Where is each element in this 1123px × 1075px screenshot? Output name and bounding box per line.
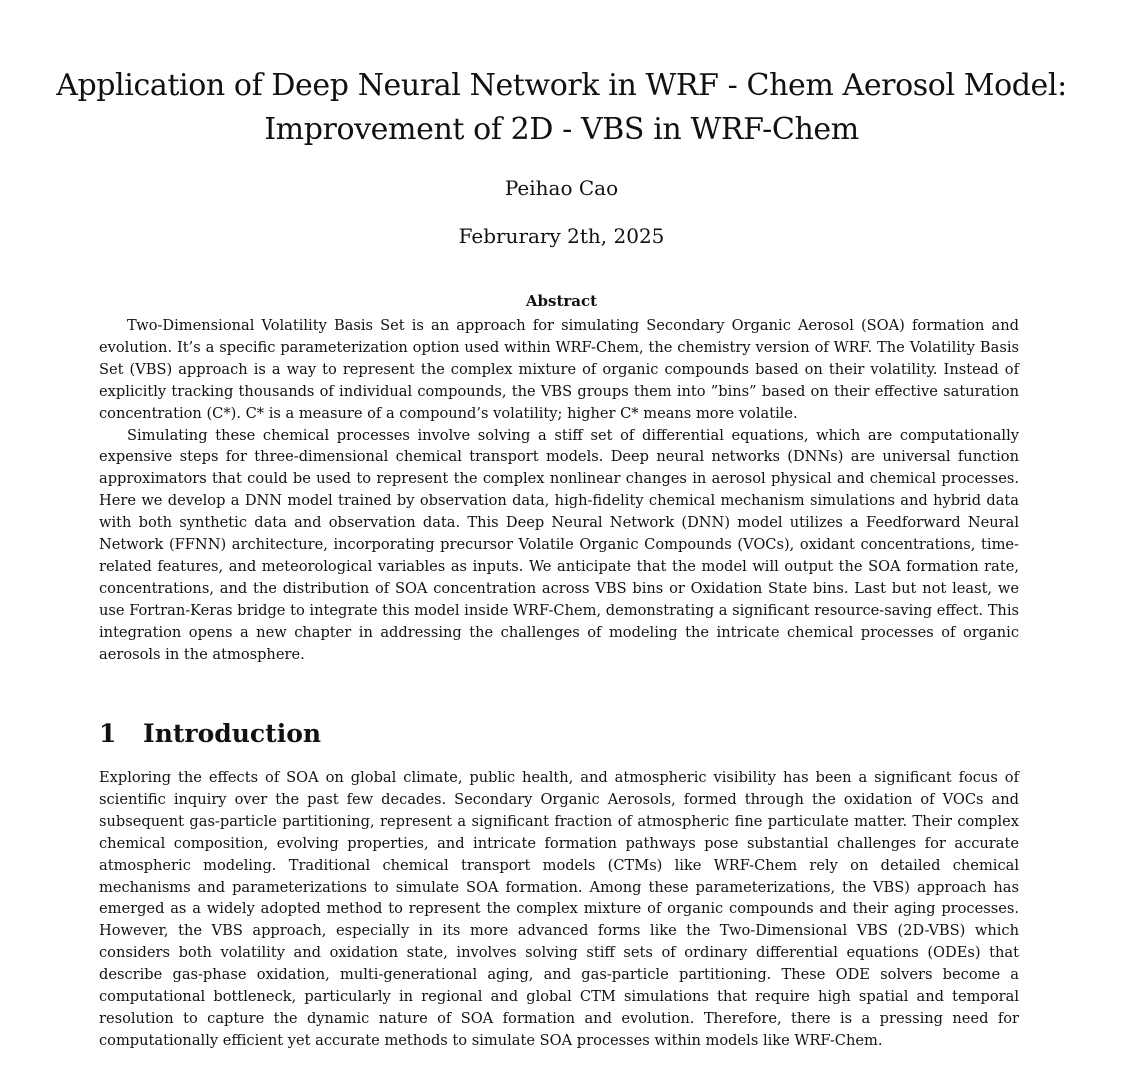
- introduction-paragraph: Exploring the effects of SOA on global climate, public health, and atmospheric visibility has been a significant focus of scientific inquiry over the past few decades. Secondary Organic Aerosols, formed through the oxidation of VOCs and subsequent gas-particle partitioning, represent a significant fraction of atmospheric fine particulate matter. Their complex chemical composition, evolving properties, and intricate formation pathways pose substantial challenges for accurate atmospheric modeling. Traditional chemical transport models (CTMs) like WRF-Chem rely on detailed chemical mechanisms and parameterizations to simulate SOA formation. Among these parameterizations, the VBS) approach has emerged as a widely adopted method to represent the complex mixture of organic compounds and their aging processes. However, the VBS approach, especially in its more advanced forms like the Two-Dimensional VBS (2D-VBS) which considers both volatility and oxidation state, involves solving stiff sets of ordinary differential equations (ODEs) that describe gas-phase oxidation, multi-generational aging, and gas-particle partitioning. These ODE solvers become a computational bottleneck, particularly in regional and global CTM simulations that require high spatial and temporal resolution to capture the dynamic nature of SOA formation and evolution. Therefore, there is a pressing need for computationally efficient yet accurate methods to simulate SOA processes within models like WRF-Chem.: [99, 769, 1019, 1049]
- section-number: 1: [99, 719, 117, 748]
- abstract-body: [99, 315, 1019, 666]
- abstract-paragraph-2: Simulating these chemical processes involve solving a stiff set of differential equations, which are computationally expensive steps for three-dimensional chemical transport models. Deep neural networks (DNNs) are universal function approximators that could be used to represent the complex nonlinear changes in aerosol physical and chemical processes. Here we develop a DNN model trained by observation data, high-fidelity chemical mechanism simulations and hybrid data with both synthetic data and observation data. This Deep Neural Network (DNN) model utilizes a Feedforward Neural Network (FFNN) architecture, incorporating precursor Volatile Organic Compounds (VOCs), oxidant concentrations, time-related features, and meteorological variables as inputs. We anticipate that the model will output the SOA formation rate, concentrations, and the distribution of SOA concentration across VBS bins or Oxidation State bins. Last but not least, we use Fortran-Keras bridge to integrate this model inside WRF-Chem, demonstrating a significant resource-saving effect. This integration opens a new chapter in addressing the challenges of modeling the intricate chemical processes of organic aerosols in the atmosphere.: [99, 426, 1019, 663]
- introduction-body: [99, 767, 1019, 1052]
- abstract-paragraph-1: Two-Dimensional Volatility Basis Set is an approach for simulating Secondary Organic Aerosol (SOA) formation and evolution. It’s a specific parameterization option used within WRF-Chem, the chemistry version of WRF. The Volatility Basis Set (VBS) approach is a way to represent the complex mixture of organic compounds based on their volatility. Instead of explicitly tracking thousands of individual compounds, the VBS groups them into ”bins” based on their effective saturation concentration (C*). C* is a measure of a compound’s volatility; higher C* means more volatile.: [99, 317, 1019, 422]
- section-heading-introduction: [99, 716, 321, 752]
- paper-title: Application of Deep Neural Network in WRF - Chem Aerosol Model: Improvement of 2D - VBS in WRF-Chem: [56, 68, 1067, 147]
- paper-author: Peihao Cao: [504, 176, 619, 200]
- section-title: Introduction: [143, 719, 322, 748]
- abstract-heading: Abstract: [525, 292, 598, 310]
- paper-date: Februrary 2th, 2025: [458, 224, 665, 248]
